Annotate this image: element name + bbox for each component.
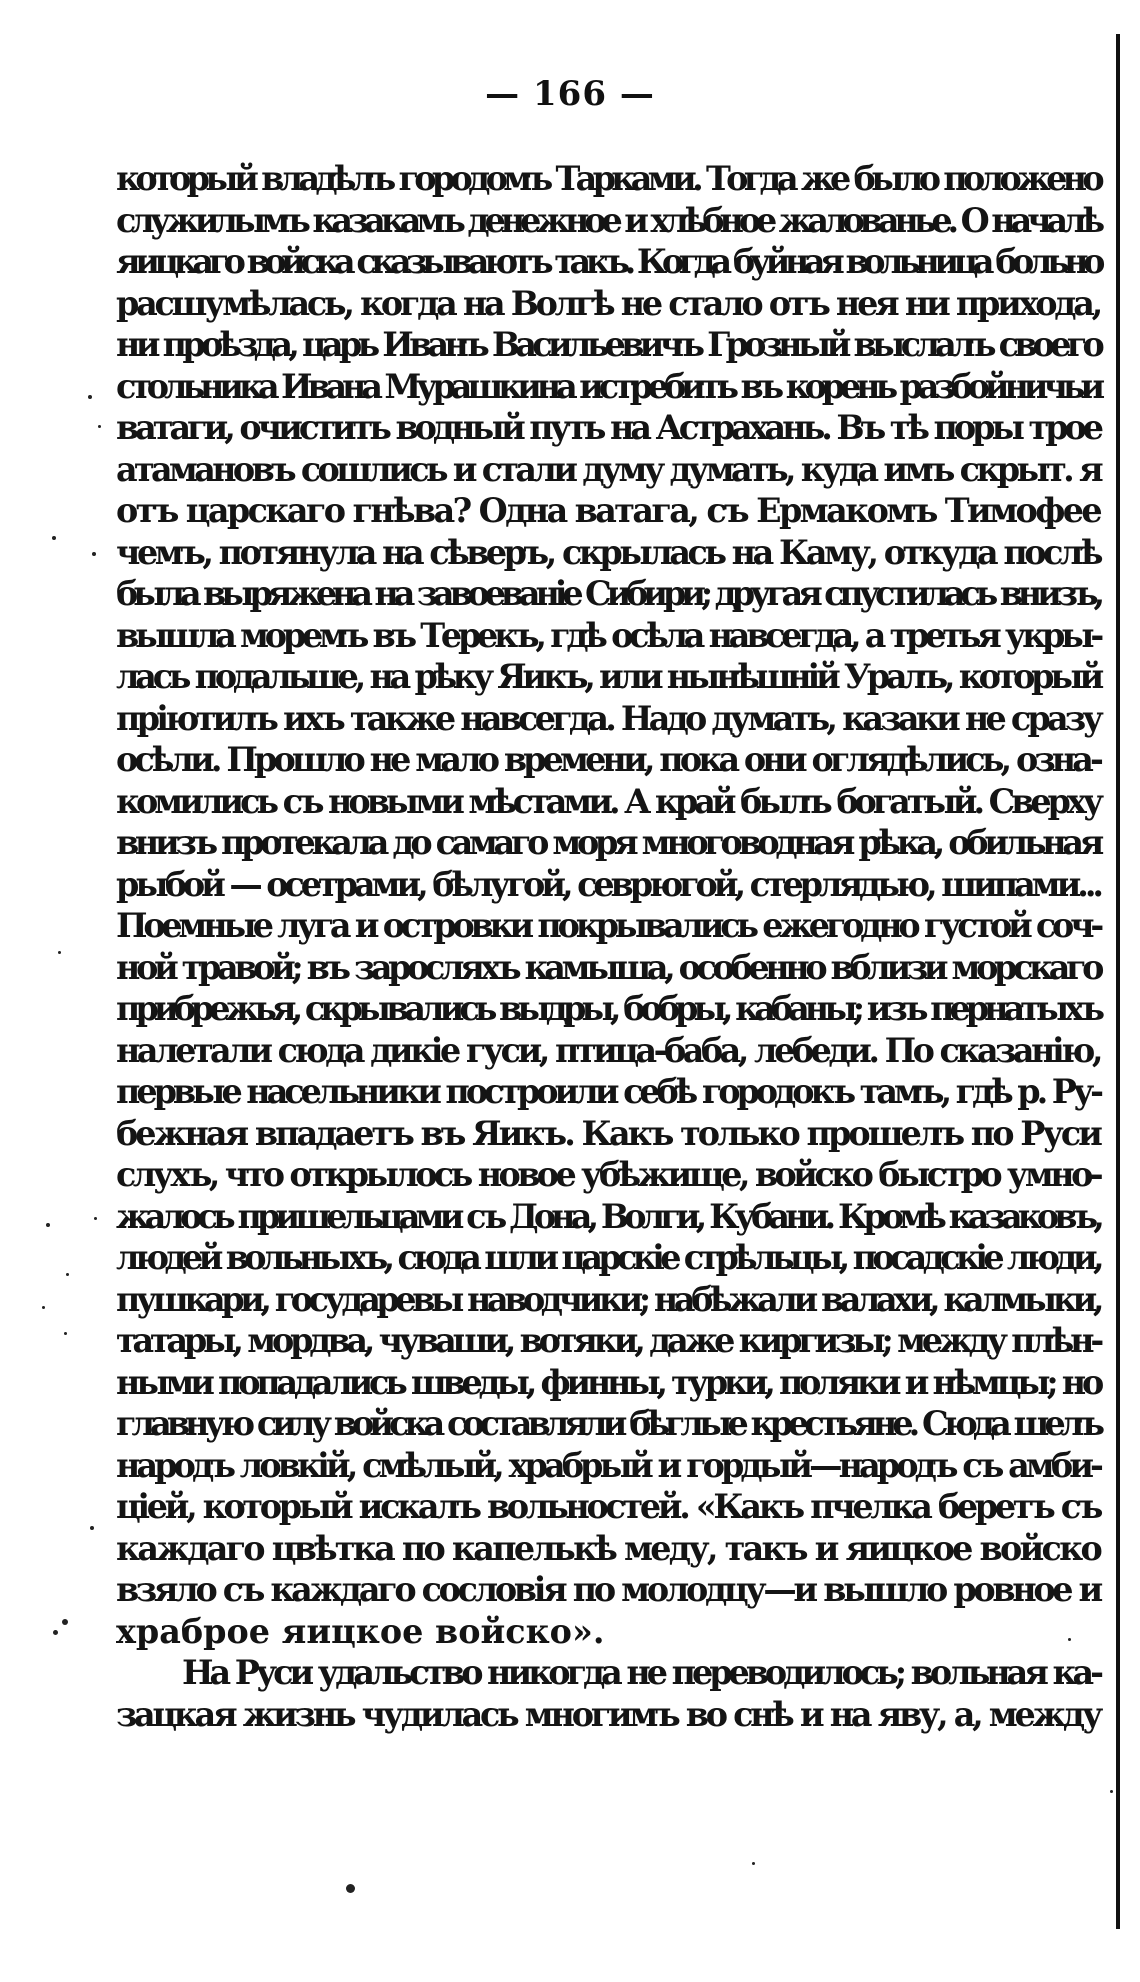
- text-line: вышла моремъ въ Терекъ, гдѣ осѣла навсегда, а третья укры-: [116, 615, 1100, 655]
- text-line: расшумѣлась, когда на Волгѣ не стало отъ нея ни прихода,: [116, 283, 1100, 323]
- text-line: татары, мордва, чуваши, вотяки, даже киргизы; между плѣн-: [116, 1321, 1100, 1360]
- text-line: ціей, который искалъ вольностей. «Какъ пчелка беретъ съ: [116, 1487, 1100, 1526]
- page-number: — 166 —: [485, 74, 655, 114]
- text-line: народъ ловкій, смѣлый, храбрый и гордый—народъ съ амби-: [116, 1445, 1100, 1485]
- text-line: слухъ, что открылось новое убѣжище, войско быстро умно-: [116, 1155, 1100, 1194]
- text-line: который владѣлъ городомъ Тарками. Тогда же было положено: [116, 159, 1100, 198]
- paragraph: [116, 158, 1100, 1652]
- body-text: [116, 158, 1100, 1735]
- scan-speck: [90, 1526, 94, 1530]
- text-line: жалось пришельцами съ Дона, Волги, Кубани. Кромѣ казаковъ,: [116, 1196, 1100, 1236]
- scan-speck: [88, 395, 92, 399]
- text-line: чемъ, потянула на сѣверъ, скрылась на Каму, откуда послѣ: [116, 532, 1100, 572]
- text-line: пушкари, государевы наводчики; набѣжали валахи, калмыки,: [116, 1279, 1101, 1319]
- text-line: налетали сюда дикіе гуси, птица-баба, лебеди. По сказанію,: [116, 1030, 1100, 1070]
- text-line: служилымъ казакамъ денежное и хлѣбное жалованье. О началѣ: [116, 200, 1100, 240]
- text-line: главную силу войска составляли бѣглые крестьяне. Сюда шелъ: [116, 1404, 1100, 1443]
- scan-speck: [52, 536, 56, 540]
- text-line: рыбой — осетрами, бѣлугой, севрюгой, стерлядью, шипами...: [116, 864, 1100, 904]
- text-line: атамановъ сошлись и стали думу думать, куда имъ скрыт. я: [116, 449, 1100, 489]
- text-line: комились съ новыми мѣстами. А край былъ богатый. Сверху: [116, 781, 1100, 821]
- text-line: каждаго цвѣтка по капелькѣ меду, такъ и яицкое войско: [116, 1528, 1100, 1568]
- text-line: внизъ протекала до самаго моря многоводная рѣка, обильная: [116, 823, 1100, 862]
- scan-speck: [53, 1630, 58, 1635]
- text-line: Поемные луга и островки покрывались ежегодно густой соч-: [116, 906, 1100, 945]
- text-line: прибрежья, скрывались выдры, бобры, кабаны; изъ пернатыхъ: [116, 989, 1100, 1028]
- text-line: людей вольныхъ, сюда шли царскіе стрѣльцы, посадскіе люди,: [116, 1238, 1100, 1277]
- text-line: яицкаго войска сказываютъ такъ. Когда буйная вольница больно: [116, 242, 1100, 281]
- scan-speck: [94, 1217, 97, 1220]
- text-line: ни проѣзда, царь Иванъ Васильевичъ Грозный выслалъ своего: [116, 325, 1100, 364]
- text-line: первые насельники построили себѣ городокъ тамъ, гдѣ р. Ру-: [116, 1072, 1100, 1111]
- scan-speck: [1110, 1790, 1113, 1793]
- text-line: ными попадались шведы, финны, турки, поляки и нѣмцы; но: [116, 1362, 1100, 1402]
- text-line: ватаги, очистить водный путь на Астрахань. Въ тѣ поры трое: [116, 408, 1100, 447]
- scan-speck: [98, 425, 101, 428]
- scan-speck: [46, 1223, 50, 1227]
- text-line: лась подальше, на рѣку Яикъ, или нынѣшній Уралъ, который: [116, 657, 1100, 696]
- scan-speck: [62, 1619, 68, 1625]
- page-edge-rule: [1116, 34, 1120, 1929]
- scan-speck: [752, 1862, 755, 1865]
- text-line: была выряжена на завоеваніе Сибири; другая спустилась внизъ,: [116, 574, 1100, 613]
- paragraph: [116, 1652, 1100, 1735]
- text-line: осѣли. Прошло не мало времени, пока они оглядѣлись, озна-: [116, 740, 1100, 779]
- text-line: стольника Ивана Мурашкина истребить въ корень разбойничьи: [116, 366, 1100, 406]
- text-line: зацкая жизнь чудилась многимъ во снѣ и на яву, а, между: [116, 1694, 1100, 1734]
- text-line: отъ царскаго гнѣва? Одна ватага, съ Ермакомъ Тимофее: [116, 491, 1100, 530]
- text-line: пріютилъ ихъ также навсегда. Надо думать, казаки не сразу: [116, 698, 1100, 738]
- scan-speck: [66, 1273, 69, 1276]
- scan-speck: [42, 1306, 45, 1309]
- text-line: взяло съ каждаго сословія по молодцу—и вышло ровное и: [116, 1570, 1100, 1609]
- text-line: На Руси удальство никогда не переводилось; вольная ка-: [182, 1653, 1100, 1692]
- scan-speck: [92, 552, 96, 556]
- text-line: храброе яицкое войско».: [116, 1611, 605, 1651]
- scan-speck: [346, 1884, 355, 1893]
- text-line: бежная впадаетъ въ Яикъ. Какъ только прошелъ по Руси: [116, 1113, 1100, 1153]
- scan-speck: [1068, 1638, 1071, 1641]
- scan-speck: [58, 951, 61, 954]
- scan-speck: [64, 1332, 67, 1335]
- text-line: ной травой; въ заросляхъ камыша, особенно вблизи морскаго: [116, 947, 1100, 987]
